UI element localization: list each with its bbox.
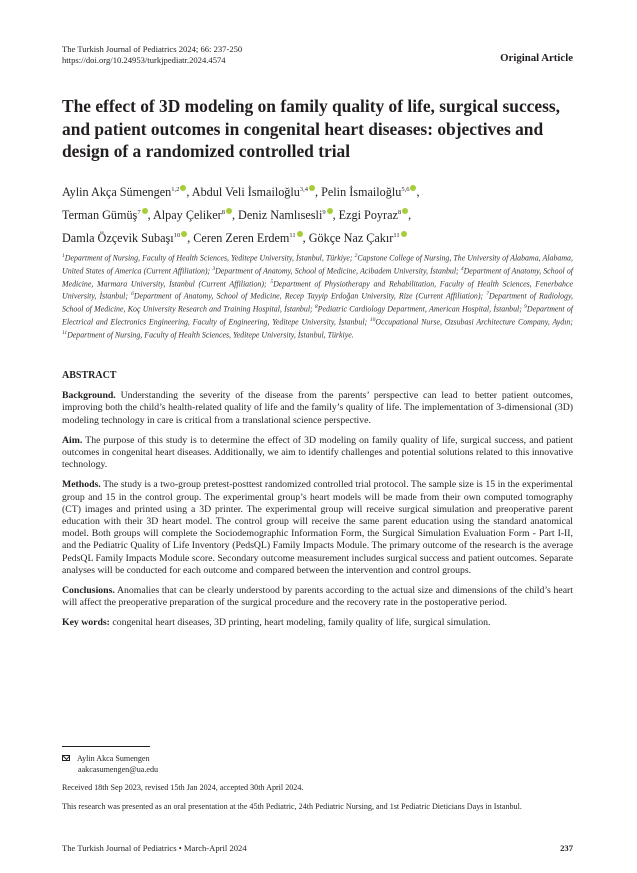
author: Terman Gümüş$^7$ <box>62 208 148 222</box>
journal-header <box>62 44 573 70</box>
abstract-background: Background. Understanding the severity of the disease from the parents’ perspective can lead to better patient outcomes, improving both the child’s health-related quality of life and the family’s quality of life. The implementation of 3-dimensional (3D) modeling technology in care is critical from a translational science perspective. <box>62 390 573 426</box>
orcid-icon[interactable] <box>402 208 408 214</box>
affiliation-list: $^1$Department of Nursing, Faculty of Health Sciences, Yeditepe University, İstanbul, Türkiye; $^2$Capstone College of Nursing, The University of Alabama, Alabama, United States of America (Current Affiliation); $^3$Department of Anatomy, School of Medicine, Acibadem University, İstanbul; $^4$Department of Anatomy, School of Medicine, Marmara University, İstanbul (Current Affiliation); $^5$Department of Physiotherapy and Rehabilitation, Faculty of Health Sciences, Fenerbahce University, İstanbul; $^6$Department of Anatomy, School of Medicine, Recep Tayyip Erdoğan University, Rize (Current Affiliation); $^7$Department of Radiology, School of Medicine, Koç University Research and Training Hospital, İstanbul; $^8$Pediatric Cardiology Department, American Hospital, İstanbul; $^9$Department of Electrical and Electronics Engineering, Faculty of Engineering, Yeditepe University, İstanbul; $^{10}$Occupational Nurse, Ozsubasi Architecture Company, Aydın; $^{11}$Department of Nursing, Faculty of Health Sciences, Yeditepe University, İstanbul, Türkiye. <box>62 253 573 340</box>
author: Ceren Zeren Erdem$^{11}$ <box>193 231 302 245</box>
author-list: Aylin Akça Sümengen$^{1,2}$ , Abdul Veli İsmailoğlu$^{3,4}$ , Pelin İsmailoğlu$^{5,6}$ , Terman Gümüş$^7$ , Alpay Çeliker$^8$ , Deniz Namlısesli$^9$ , Ezgi Poyraz$^8$ , Damla Özçevik Subaşı$^{10}$ , Ceren Zeren Erdem$^{11}$ , Gökçe Naz Çakır$^{11}$ <box>62 185 420 245</box>
correspondence <box>62 753 573 776</box>
orcid-icon[interactable] <box>410 185 416 191</box>
author: Aylin Akça Sümengen$^{1,2}$ <box>62 185 186 199</box>
footnote-divider <box>62 746 150 747</box>
orcid-icon[interactable] <box>401 231 407 237</box>
orcid-icon[interactable] <box>181 231 187 237</box>
author: Pelin İsmailoğlu$^{5,6}$ <box>321 185 416 199</box>
orcid-icon[interactable] <box>142 208 148 214</box>
author: Abdul Veli İsmailoğlu$^{3,4}$ <box>192 185 315 199</box>
orcid-icon[interactable] <box>180 185 186 191</box>
abstract-methods: Methods. The study is a two-group pretest-posttest randomized controlled trial protocol. The sample size is 15 in the experimental group and 15 in the control group. The experimental group’s heart models will be made from their own computed tomography (CT) images and printed using a 3D printer. The experimental group will receive surgical simulation and preoperative parent education with their 3D heart model. The control group will receive the same parent education using the standard anatomical model. Both groups will complete the Sociodemographic Information Form, the Surgical Simulation Evaluation Form - Part I-II, and the Pediatric Quality of Life Inventory (PedsQL) Family Impacts Module. The primary outcome of the research is the average PedsQL Family Impacts Module score. Secondary outcome measurement includes surgical success and patient outcomes. Separate analyses will be conducted for each outcome and compared between the intervention and control groups. <box>62 479 573 576</box>
received-dates: Received 18th Sep 2023, revised 15th Jan 2024, accepted 30th April 2024. <box>62 783 304 792</box>
footer-journal: The Turkish Journal of Pediatrics • March-April 2024 <box>62 843 247 853</box>
orcid-icon[interactable] <box>309 185 315 191</box>
author: Alpay Çeliker$^8$ <box>153 208 232 222</box>
corresponding-email[interactable]: aakcasumengen@ua.edu <box>78 765 159 775</box>
abstract-section <box>62 370 573 638</box>
orcid-icon[interactable] <box>226 208 232 214</box>
author: Damla Özçevik Subaşı$^{10}$ <box>62 231 187 245</box>
abstract-conclusions: Conclusions. Anomalies that can be clearly understood by parents according to the actual size and dimensions of the child’s heart will affect the preoperative preparation of the surgical procedure and the recovery rate in the postoperative period. <box>62 585 573 609</box>
abstract-heading: ABSTRACT <box>62 370 117 381</box>
author: Deniz Namlısesli$^9$ <box>238 208 333 222</box>
page-footer <box>62 843 573 853</box>
abstract-aim: Aim. The purpose of this study is to determine the effect of 3D modeling on family quality of life, surgical success, and patient outcomes in congenital heart diseases. Additionally, we aim to identify challenges and potential solutions related to this innovative technology. <box>62 434 573 471</box>
article-title: The effect of 3D modeling on family quality of life, surgical success, and patient outcomes in congenital heart diseases: objectives and design of a randomized controlled trial <box>62 96 560 161</box>
doi-link[interactable]: https://doi.org/10.24953/turkjpediatr.2024.4574 <box>62 55 226 65</box>
orcid-icon[interactable] <box>327 208 333 214</box>
author: Ezgi Poyraz$^8$ <box>339 208 408 222</box>
keywords: Key words: congenital heart diseases, 3D printing, heart modeling, family quality of life, surgical simulation. <box>62 617 491 629</box>
orcid-icon[interactable] <box>297 231 303 237</box>
journal-citation: The Turkish Journal of Pediatrics 2024; 66: 237-250 <box>62 44 243 54</box>
corresponding-author: Aylin Akca Sumengen <box>77 754 150 763</box>
presentation-note: This research was presented as an oral presentation at the 45th Pediatric, 24th Pediatric Nursing, and 1st Pediatric Dieticians Days in Istanbul. <box>62 802 522 811</box>
author: Gökçe Naz Çakır$^{11}$ <box>309 231 407 245</box>
page-number: 237 <box>560 843 573 853</box>
envelope-icon <box>62 755 70 761</box>
article-type-label: Original Article <box>500 52 573 64</box>
